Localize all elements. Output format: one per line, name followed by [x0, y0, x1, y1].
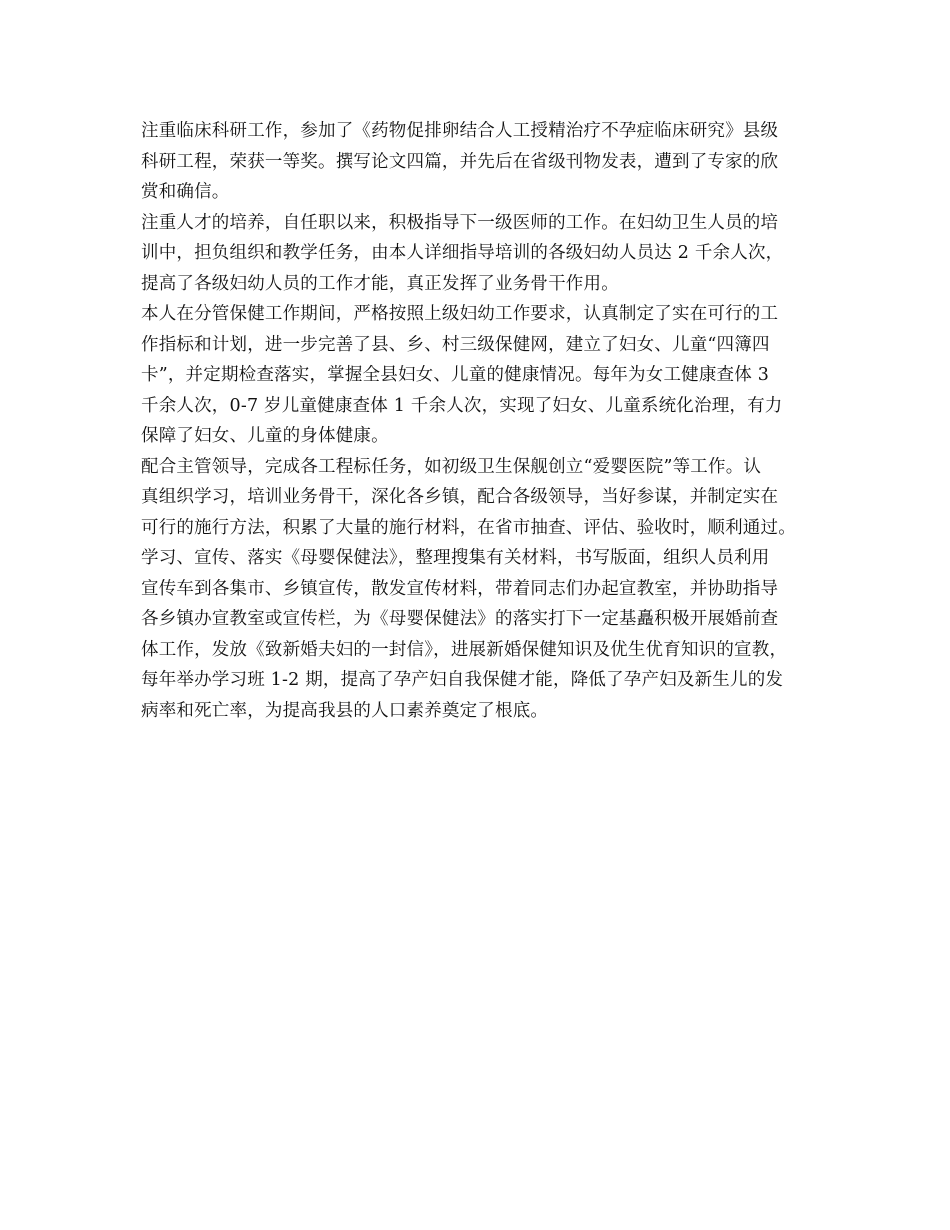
text-line: 卡”，并定期检查落实，掌握全县妇女、儿童的健康情况。每年为女工健康查体 3 — [141, 365, 770, 385]
text-line: 真组织学习，培训业务骨干，深化各乡镇，配合各级领导，当好参谋，并制定实在 — [141, 487, 779, 507]
text-line: 科研工程，荣获一等奖。撰写论文四篇，并先后在省级刊物发表，遭到了专家的欣 — [141, 151, 779, 172]
text-line: 本人在分管保健工作期间，严格按照上级妇幼工作要求，认真制定了实在可行的工 — [141, 304, 779, 324]
text-line: 体工作，发放《致新婚夫妇的一封信》，进展新婚保健知识及优生优育知识的宣教， — [141, 639, 788, 660]
text-line: 作指标和计划，进一步完善了县、乡、村三级保健网，建立了妇女、儿童“四簿四 — [141, 334, 770, 355]
text-line: 赏和确信。 — [141, 182, 230, 202]
text-line: 配合主管领导，完成各工程标任务，如初级卫生保舰创立“爱婴医院”等工作。认 — [141, 456, 762, 477]
text-line: 各乡镇办宣教室或宣传栏，为《母婴保健法》的落实打下一定基矗积极开展婚前查 — [141, 609, 779, 629]
text-line: 每年举办学习班 1-2 期，提高了孕产妇自我保健才能，降低了孕产妇及新生儿的发 — [141, 670, 784, 690]
text-line: 千余人次，0-7 岁儿童健康查体 1 千余人次，实现了妇女、儿童系统化治理，有力 — [141, 395, 783, 416]
text-line: 学习、宣传、落实《母婴保健法》，整理搜集有关材料，书写版面，组织人员利用 — [141, 548, 770, 568]
text-line: 宣传车到各集市、乡镇宣传，散发宣传材料，带着同志们办起宣教室，并协助指导 — [141, 578, 779, 599]
text-line: 保障了妇女、儿童的身体健康。 — [141, 426, 389, 446]
text-line: 注重人才的培养，自任职以来，积极指导下一级医师的工作。在妇幼卫生人员的培 — [141, 212, 779, 233]
text-line: 病率和死亡率，为提高我县的人口素养奠定了根底。 — [141, 700, 549, 721]
text-line: 可行的施行方法，积累了大量的施行材料，在省市抽查、评估、验收时，顺利通过。 — [141, 517, 796, 538]
document-body — [141, 116, 827, 726]
text-line: 提高了各级妇幼人员的工作才能，真正发挥了业务骨干作用。 — [141, 273, 619, 294]
text-line: 注重临床科研工作，参加了《药物促排卵结合人工授精治疗不孕症临床研究》县级 — [141, 121, 779, 141]
text-line: 训中，担负组织和教学任务，由本人详细指导培训的各级妇幼人员达 2 千余人次， — [141, 243, 784, 263]
